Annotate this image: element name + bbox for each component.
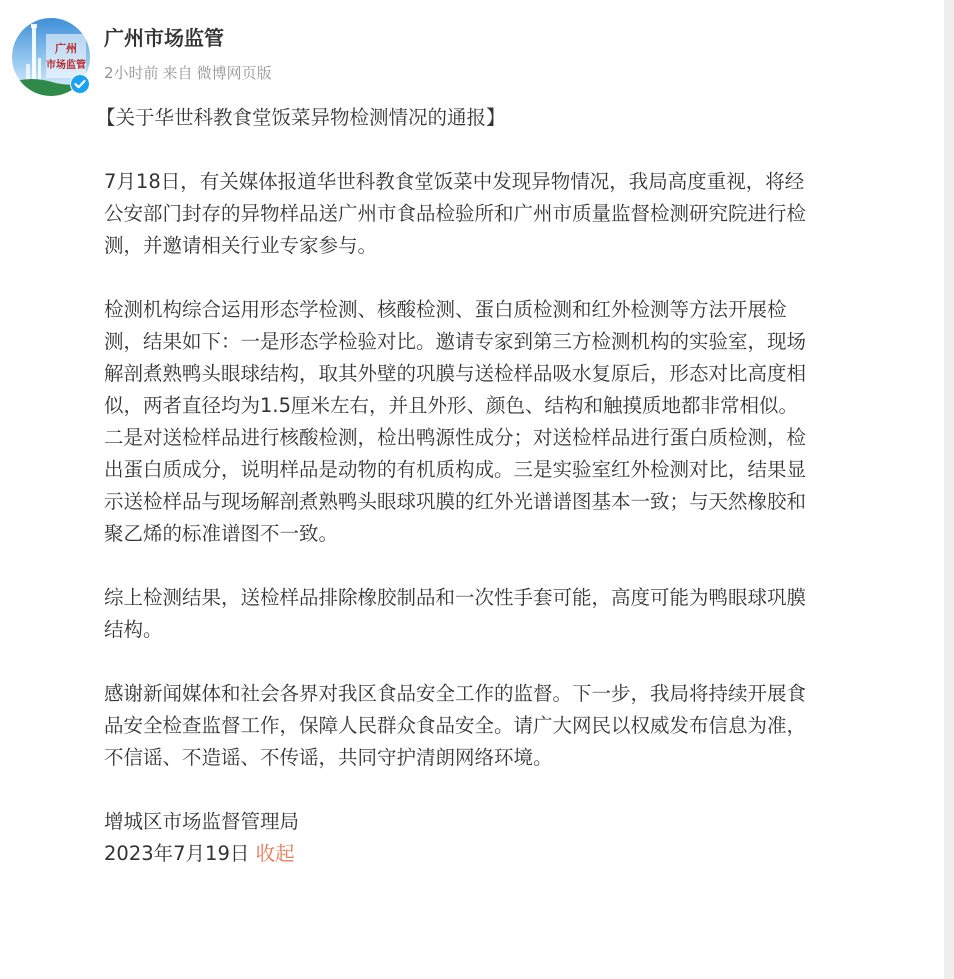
post-paragraph-1: 7月18日，有关媒体报道华世科教食堂饭菜中发现异物情况，我局高度重视，将经 公安部门封存的异物样品送广州市食品检验所和广州市质量监督检测研究院进行检 测，并邀请相关行业专家参与。 (104, 170, 807, 257)
post-signature-block (104, 806, 924, 870)
account-name-link[interactable]: 广州市场监管 (104, 26, 224, 50)
post-time-link[interactable]: 2小时前 (104, 64, 159, 82)
post-header (104, 24, 276, 84)
via-label: 来自 (162, 64, 193, 82)
verified-badge (70, 74, 90, 94)
avatar[interactable] (12, 18, 90, 96)
post-source-link[interactable]: 微博网页版 (196, 64, 272, 82)
post-meta (104, 62, 276, 84)
post-date: 2023年7月19日 (104, 842, 250, 865)
svg-text:市场监管: 市场监管 (46, 60, 86, 71)
post-signature: 增城区市场监督管理局 (104, 810, 300, 833)
post-paragraph-4: 感谢新闻媒体和社会各界对我区食品安全工作的监督。下一步，我局将持续开展食 品安全检查监督工作，保障人民群众食品安全。请广大网民以权威发布信息为准， 不信谣、不造谣、不传谣，共同守护清朗网络环境。 (104, 682, 807, 769)
post-paragraph-2: 检测机构综合运用形态学检测、核酸检测、蛋白质检测和红外检测等方法开展检 测，结果如下：一是形态学检验对比。邀请专家到第三方检测机构的实验室，现场 解剖煮熟鸭头眼球结构，取其外壁的巩膜与送检样品吸水复原后，形态对比高度相 似，两者直径均为1.5厘米左右，并且外形、颜色、结构和触摸质地都非常相似。 二是对送检样品进行核酸检测，检出鸭源性成分；对送检样品进行蛋白质检测，检 出蛋白质成分，说明样品是动物的有机质构成。三是实验室红外检测对比，结果显 示送检样品与现场解剖煮熟鸭头眼球巩膜的红外光谱谱图基本一致；与天然橡胶和 聚乙烯的标准谱图不一致。 (104, 298, 807, 545)
svg-text:广州: 广州 (55, 42, 77, 55)
post-title: 【关于华世科教食堂饭菜异物检测情况的通报】 (96, 106, 506, 129)
scrollbar[interactable] (944, 0, 954, 979)
post-content (96, 102, 924, 870)
collapse-link[interactable]: 收起 (255, 842, 295, 865)
verified-check-icon (70, 74, 90, 94)
post-paragraph-3: 综上检测结果，送检样品排除橡胶制品和一次性手套可能，高度可能为鸭眼球巩膜 结构。 (104, 586, 807, 641)
